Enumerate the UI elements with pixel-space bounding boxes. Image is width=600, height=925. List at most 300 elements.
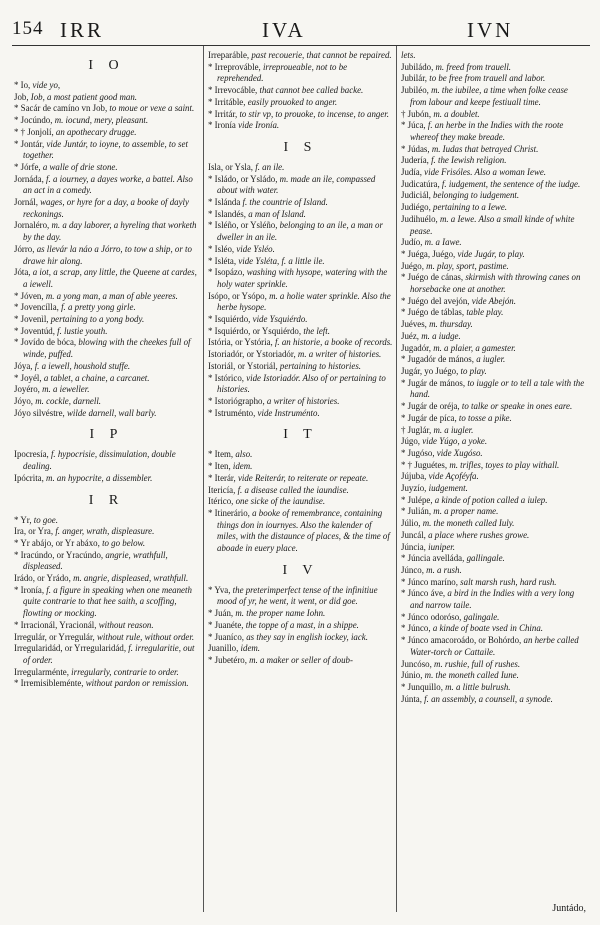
dictionary-entry [14,314,199,326]
dictionary-entry [14,267,199,290]
dictionary-entry [401,565,586,577]
entry-definition: to moue or vexe a saint. [109,103,195,114]
entry-headword: * Item, [208,449,236,460]
entry-definition: m. a iudge. [421,330,461,341]
dictionary-entry [14,585,199,620]
entry-definition: also. [235,449,253,460]
entry-headword: * Yr, [14,514,34,525]
entry-headword: † Jubón, [401,108,434,119]
dictionary-entry [208,373,393,396]
entry-headword: * Irracionál, Yracionál, [14,619,99,630]
entry-headword: * Ironía, [14,584,47,595]
dictionary-entry [401,272,586,295]
entry-definition: f. a iewell, houshold stuffe. [34,360,131,371]
entry-definition: a iugler. [476,354,506,365]
entry-headword: Jornál, [14,197,41,208]
dictionary-entry [401,73,586,85]
dictionary-entry [208,120,393,132]
entry-headword: Jóya, [14,360,35,371]
entry-headword: Juyzío, [401,483,429,494]
dictionary-entry [401,319,586,331]
dictionary-entry [208,361,393,373]
dictionary-entry [401,261,586,273]
entry-definition: m. a plaier, a gamester. [433,342,516,353]
entry-definition: vide Abejón. [471,295,516,306]
entry-headword: * Julián, [401,506,434,517]
entry-headword: * Juán, [208,608,236,619]
entry-definition: idem. [240,643,261,654]
dictionary-entry [401,249,586,261]
entry-definition: to stir vp, to prouoke, to incense, to anger. [239,108,389,119]
entry-headword: † Juglár, [401,424,434,435]
entry-definition: table play. [466,307,504,318]
dictionary-entry [208,267,393,290]
entry-definition: pertaining to a yong body. [50,314,145,325]
entry-definition: washing with hysope, watering with the holy water sprinkle. [217,267,388,289]
entry-definition: without pardon or remission. [85,678,189,689]
entry-definition: vide Ysléo. [236,243,275,254]
header-right-word: IVN [467,18,514,42]
entry-headword: * Júnco amacoroádo, or Bohórdo, [401,635,524,646]
dictionary-entry [14,620,199,632]
dictionary-entry [401,120,586,143]
entry-definition: that cannot bee called backe. [259,85,364,96]
section-heading: I P [89,427,124,443]
entry-definition: iudgement. [428,483,468,494]
entry-headword: * Irreprováble, [208,61,263,72]
entry-definition: a iot, a scrap, any little, the Queene at cardes, a iewell. [23,267,197,289]
dictionary-entry [14,80,199,92]
entry-headword: Itericía, [208,484,238,495]
entry-headword: * Jubetéro, [208,654,250,665]
entry-headword: * Irremisibleménte, [14,678,86,689]
entry-definition: m. a holie water sprinkle. Also the herbe hysope. [217,290,391,313]
entry-headword: Jubiládo, [401,61,436,72]
dictionary-entry [401,167,586,179]
entry-headword: Itérico, [208,496,236,507]
entry-definition: to goe. [33,514,58,525]
dictionary-entry [14,115,199,127]
entry-definition: m. a proper name. [433,506,499,517]
entry-headword: * Júncia avelláda, [401,553,467,564]
dictionary-entry [14,127,199,139]
entry-headword: Jugadór, [401,342,434,353]
dictionary-entry [14,473,199,485]
dictionary-entry [401,378,586,401]
entry-headword: Judicatúra, [401,178,442,189]
entry-definition: f. iudgement, the sentence of the iudge. [441,178,581,189]
entry-definition: m. an hypocrite, a dissembler. [46,472,153,483]
section-heading: I S [283,139,318,155]
entry-headword: * Joyél, [14,372,44,383]
entry-headword: * Islánda [208,197,243,208]
entry-headword: * Julépe, [401,494,435,505]
entry-definition: galingale. [463,611,500,622]
entry-headword: * Jovenìl, [14,314,51,325]
entry-definition: a tablet, a chaine, a carcanet. [43,372,150,383]
dictionary-entry [208,174,393,197]
dictionary-entry [401,635,586,658]
entry-definition: a writer of histories. [266,395,340,406]
entry-definition: m. a ieweller. [42,384,90,395]
entry-headword: * Juégo de táblas, [401,307,467,318]
entry-headword: * Isquiérdo, or Ysquiérdo, [208,325,304,336]
entry-definition: irreproueable, not to be reprehended. [217,61,348,84]
entry-definition: as llevár la náo a Jórro, to tow a ship, or to drawe hir along. [23,243,192,266]
dictionary-entry [208,162,393,174]
entry-definition: vide Istoriadór. Also of or pertaining to histories. [217,372,386,395]
section-heading: I R [88,492,125,508]
entry-definition: m. cockle, darnell. [35,395,102,406]
entry-headword: * Júnco áve, [401,588,448,599]
entry-headword: Juncál, [401,529,429,540]
entry-headword: * Itinerário, [208,507,253,518]
entry-headword: Ipócrita, [14,472,47,483]
entry-headword: * Jugár de oréja, [401,401,462,412]
header-left-word: IRR [60,18,105,42]
dictionary-entry [401,530,586,542]
entry-definition: m. a writer of histories. [297,349,382,360]
column-divider [396,46,397,912]
entry-headword: * Juaníco, [208,631,247,642]
entry-definition: irregularly, contrarie to order. [71,666,179,677]
dictionary-entry [401,623,586,635]
entry-definition: without rule, without order. [96,631,195,642]
entry-headword: Jórro, [14,243,37,254]
entry-headword: * Jugóso, [401,447,437,458]
entry-definition: f. a figure in speaking when one meaneth quite contrarie to that hee saith, a scoffing, flowting or mocking. [23,584,192,619]
dictionary-entry [401,694,586,706]
entry-definition: m. the proper name Iohn. [235,608,326,619]
dictionary-entry [401,202,586,214]
entry-definition: m. a Iewe. Also a small kinde of white pease. [410,213,575,236]
dictionary-entry [401,354,586,366]
dictionary-entry [208,643,393,655]
entry-definition: m. a rush. [426,564,462,575]
entry-headword: * Juégo de cánas, [401,272,466,283]
entry-headword: Istoriál, or Ystoriál, [208,360,280,371]
dictionary-entry [14,632,199,644]
dictionary-entry [208,50,393,62]
entry-definition: vide Juntár, to ioyne, to assemble, to set together. [23,138,188,161]
dictionary-entry [401,659,586,671]
entry-definition: an apothecary drugge. [55,126,137,137]
entry-definition: m. thursday. [429,319,473,330]
entry-headword: Juéz, [401,330,422,341]
entry-headword: * † Juguétes, [401,459,450,470]
entry-definition: m. made an ile, compassed about with water. [217,173,376,196]
entry-definition: as they say in english iockey, iack. [246,631,368,642]
entry-definition: the toppe of a mast, in a shippe. [245,619,359,630]
entry-headword: * Júnco, [401,623,433,634]
dictionary-entry [208,109,393,121]
dictionary-entry [14,244,199,267]
entry-definition: skirmish with throwing canes on horsebacke one at another. [410,272,581,295]
entry-headword: Júlio, [401,518,423,529]
entry-headword: Judío, [401,237,425,248]
entry-headword: * Jóven, [14,290,46,301]
entry-definition: to iuggle or to tell a tale with the hand. [410,377,585,400]
entry-headword: * Istórico, [208,372,247,383]
entry-definition: a place where rushes growe. [428,529,530,540]
entry-headword: Ipocresía, [14,449,51,460]
running-header [12,18,592,44]
dictionary-entry [14,449,199,472]
entry-headword: Irreparáble, [208,50,252,60]
dictionary-entry [401,682,586,694]
dictionary-entry [401,612,586,624]
entry-headword: Juncóso, [401,658,435,669]
dictionary-entry [208,620,393,632]
dictionary-entry [401,413,586,425]
dictionary-entry [14,337,199,360]
entry-definition: the left. [303,325,330,336]
entry-headword: * Iracúndo, or Yracúndo, [14,549,106,560]
entry-definition: m. the moneth called Iuly. [422,518,515,529]
dictionary-entry [401,179,586,191]
entry-definition: a bird in the Indies with a very long and narrow taile. [410,588,575,611]
entry-headword: * Júnco odoróso, [401,611,464,622]
dictionary-entry [14,573,199,585]
dictionary-entry [208,337,393,349]
dictionary-entry [401,495,586,507]
dictionary-entry [401,588,586,611]
dictionary-entry [401,366,586,378]
entry-headword: * Junquillo, [401,681,446,692]
dictionary-entry [208,291,393,314]
dictionary-entry [208,449,393,461]
entry-headword: * Jovído de bóca, [14,337,79,348]
dictionary-entry [14,291,199,303]
dictionary-entry [14,643,199,666]
entry-definition: f. the Iewish religion. [431,155,507,166]
entry-headword: * Júnco maríno, [401,576,461,587]
section-heading: I O [88,58,125,73]
dictionary-entry [401,190,586,202]
entry-definition: angrie, wrathfull, displeased. [23,549,168,572]
entry-headword: * Io, [14,80,33,90]
dictionary-entry [208,655,393,667]
entry-definition: m. a yong man, a man of able yeeres. [45,290,178,301]
entry-headword: * Jovencílla, [14,302,62,313]
entry-headword: Joyéro, [14,384,43,395]
dictionary-entry [14,92,199,104]
dictionary-entry [14,326,199,338]
entry-definition: a kinde of boate vsed in China. [432,623,543,634]
entry-definition: vide Yúgo, a yoke. [422,436,488,447]
entry-definition: wilde darnell, wall barly. [67,407,157,418]
entry-headword: Jornaléro, [14,220,52,231]
entry-headword: Jugár, yo Juégo, [401,365,461,376]
entry-headword: * Istoriógrapho, [208,395,267,406]
entry-headword: Juégo, [401,260,427,271]
dictionary-entry [401,214,586,237]
dictionary-entry [208,244,393,256]
dictionary-entry [14,408,199,420]
dictionary-entry [208,197,393,209]
entry-headword: * Isopázo, [208,267,247,278]
entry-headword: * Iten, [208,461,233,472]
entry-headword: * Isléño, or Ysléño, [208,220,280,231]
entry-headword: * Irritár, [208,108,240,119]
entry-headword: * Yva, [208,584,233,595]
entry-headword: Isla, or Ysla, [208,161,256,172]
entry-definition: without reason. [98,619,154,630]
entry-definition: pertaining to histories. [279,360,362,371]
dictionary-entry [14,526,199,538]
entry-headword: Judiégo, [401,202,434,213]
entry-headword: * Isléta, [208,255,239,266]
entry-definition: f. hypocrisie, dissimulation, double dealing. [23,449,176,472]
entry-headword: Istória, or Ystória, [208,337,275,348]
dictionary-entry [401,343,586,355]
entry-definition: belonging to iudgement. [433,190,520,201]
dictionary-entry [208,220,393,243]
entry-definition: m. the iubilee, a time when folke cease from labour and keepe festiuall time. [410,85,568,107]
dictionary-entry [14,361,199,373]
entry-headword: Judihuélo, [401,213,440,224]
entry-definition: blowing with the cheekes full of winde, puffed. [23,337,191,360]
entry-headword: Jóyo, [14,395,36,406]
dictionary-entry [401,85,586,108]
entry-definition: vide Xugóso. [436,447,483,458]
dictionary-entry [401,62,586,74]
dictionary-entry [208,85,393,97]
entry-headword: Juanillo, [208,643,241,654]
entry-definition: f. a pretty yong girle. [61,302,136,313]
entry-headword: Júnio, [401,670,425,681]
entry-headword: * Jórfe, [14,161,43,172]
entry-definition: m. angrie, displeased, wrathfull. [73,573,189,584]
dictionary-entry [14,197,199,220]
catchword: Juntádo, [552,903,586,914]
entry-headword: Júnta, [401,693,425,704]
dictionary-entry [401,577,586,589]
entry-headword: * Jugár de píca, [401,412,459,423]
section-heading: I V [282,562,319,578]
dictionary-entry [208,496,393,508]
entry-definition: idem. [232,461,253,472]
dictionary-entry [401,518,586,530]
dictionary-entry [208,396,393,408]
dictionary-entry [208,608,393,620]
dictionary-entry [14,162,199,174]
entry-headword: Judería, [401,155,432,166]
entry-headword: * Isquiérdo, [208,314,253,325]
entry-definition: to play. [460,365,487,376]
entry-definition: m. the moneth called Iune. [424,670,519,681]
entry-definition: f. an assembly, a counsell, a synode. [424,693,553,704]
dictionary-entry [401,144,586,156]
entry-definition: easily prouoked to anger. [247,96,338,107]
dictionary-entry [14,678,199,690]
entry-definition: belonging to an ile, a man or dweller in an ile. [217,220,383,243]
entry-definition: to be free from trauell and labor. [429,73,546,84]
dictionary-entry [208,485,393,497]
dictionary-entry [208,508,393,555]
column-3 [401,50,586,910]
dictionary-entry [208,97,393,109]
entry-definition: a booke of remembrance, containing things don in iournyes. Also the kalender of miles, with the distaunce of places, & the time of aboade in euery place. [217,507,390,554]
dictionary-entry [208,585,393,608]
dictionary-entry [208,461,393,473]
entry-headword: * Istruménto, [208,407,258,418]
entry-definition: m. Iudas that betrayed Christ. [431,143,539,154]
dictionary-entry [401,670,586,682]
entry-definition: a walle of drie stone. [42,161,118,172]
entry-headword: Jubiléo, [401,85,432,96]
entry-headword: * Irritáble, [208,96,248,107]
entry-definition: f. an historie, a booke of records. [274,337,393,348]
dictionary-entry [401,542,586,554]
section-heading: I T [283,427,318,443]
entry-definition: m. iocund, mery, pleasant. [54,115,149,126]
entry-headword: Jubilár, [401,73,430,84]
entry-headword: * Juéga, Juégo, [401,248,458,259]
entry-headword: Júnco, [401,564,427,575]
entry-definition: vide Ysléta, f. a little ile. [238,255,325,266]
entry-definition: vide yo, [32,80,61,90]
entry-definition: vide Jugár, to play. [457,248,525,259]
dictionary-entry [401,553,586,565]
entry-definition: f. anger, wrath, displeasure. [55,526,155,537]
entry-definition: a kinde of potion called a iulep. [434,494,548,505]
dictionary-entry [401,506,586,518]
entry-definition: to go below. [102,537,146,548]
entry-definition: vide Ysquiérdo. [252,314,308,325]
entry-headword: * Isléo, [208,243,237,254]
dictionary-entry [401,296,586,308]
entry-headword: Jóta, [14,267,33,278]
entry-headword: * Joventúd, [14,325,58,336]
entry-headword: Judiciál, [401,190,434,201]
entry-definition: m. trifles, toyes to play withall. [449,459,560,470]
entry-headword: Judía, [401,167,425,178]
dictionary-entry [208,209,393,221]
dictionary-entry [14,174,199,197]
dictionary-entry [14,103,199,115]
entry-definition: iuniper. [428,541,455,552]
column-2 [208,50,393,910]
dictionary-entry [14,220,199,243]
entry-definition: vide Instruménto. [257,407,320,418]
entry-headword: Irádo, or Yrádo, [14,573,74,584]
entry-headword: * Jocúndo, [14,115,55,126]
dictionary-entry [208,314,393,326]
entry-definition: f. a iourney, a dayes worke, a battel. Also an act in a comedy. [23,173,193,196]
entry-headword: Jújuba, [401,471,429,482]
dictionary-entry [401,401,586,413]
dictionary-entry [401,109,586,121]
entry-definition: vide Frisóles. Also a woman Iewe. [424,167,547,178]
entry-definition: m. freed from trauell. [435,61,512,72]
entry-headword: Irregularménte, [14,666,72,677]
entry-headword: Juéves, [401,319,430,330]
dictionary-entry [14,384,199,396]
entry-definition: vide Açoféyfa. [428,471,479,482]
dictionary-entry [14,550,199,573]
entry-definition: gallingale. [466,553,505,564]
dictionary-entry [14,538,199,550]
dictionary-entry [14,667,199,679]
page-number: 154 [12,18,44,39]
entry-definition: f. irregularitie, out of order. [23,643,195,665]
entry-headword: * Ironía [208,120,239,131]
column-divider [203,46,204,912]
dictionary-entry [401,460,586,472]
entry-definition: m. a iugler. [433,424,474,435]
entry-headword: * Júdas, [401,143,432,154]
